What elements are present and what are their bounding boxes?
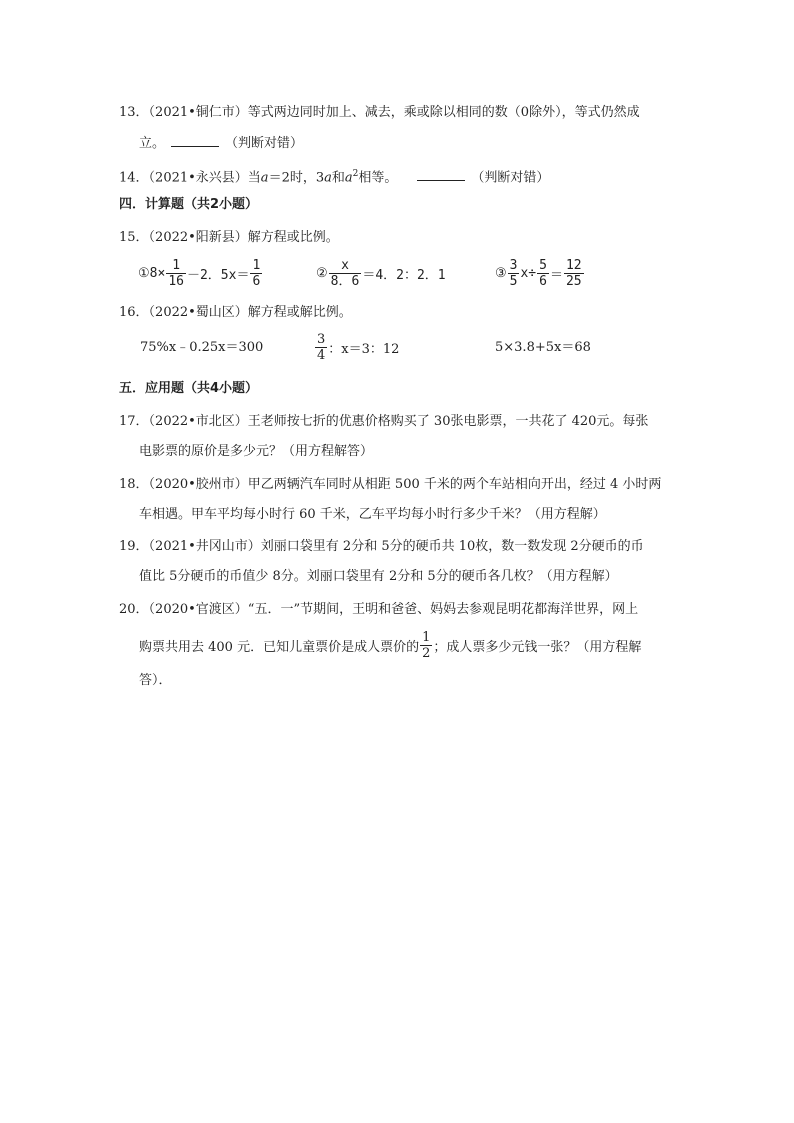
eq-text: ②: [316, 265, 328, 281]
eq-text: ①8×: [138, 265, 166, 281]
fraction: [564, 258, 584, 289]
q20-text: 购票共用去 400 元．已知儿童票价是成人票价的: [139, 639, 420, 655]
question-19-line-1: 19．（2021•井冈山市）刘丽口袋里有 2分和 5分的硬币共 10枚，数一数发现 2分硬币的币: [119, 539, 644, 554]
question-20-line-2: [139, 626, 641, 664]
question-18-line-2: 车相遇。甲车平均每小时行 60 千米，乙车平均每小时行多少千米？（用方程解）: [139, 507, 606, 522]
numerator: 1: [172, 257, 181, 273]
eq-text: ＝: [549, 267, 563, 283]
section-heading-application: 五．应用题（共4小题）: [119, 381, 259, 396]
fraction: [329, 258, 362, 289]
question-14-text: 14．（2021•永兴县）当: [119, 170, 261, 186]
denominator: 8．6: [330, 273, 360, 289]
question-13-line-1: 13．（2021•铜仁市）等式两边同时加上、减去，乘或除以相同的数（0除外），等式仍然成: [119, 105, 640, 120]
question-20-line-1: 20．（2020•官渡区）“五．一”节期间，王明和爸爸、妈妈去参观昆明花都海洋世界，网上: [119, 602, 639, 617]
var-a: a: [260, 170, 269, 186]
question-14-hint: （判断对错）: [471, 170, 550, 186]
answer-blank-13[interactable]: [171, 134, 219, 147]
question-15-equation-1: [138, 256, 263, 290]
question-15-equation-2: [316, 256, 446, 290]
question-16-equation-3: 5×3.8+5x＝68: [495, 340, 591, 355]
question-13-line-2: [139, 134, 303, 153]
numerator: x: [341, 257, 349, 273]
question-15-stem: 15．（2022•阳新县）解方程或比例。: [119, 230, 339, 245]
question-17-line-1: 17．（2022•市北区）王老师按七折的优惠价格购买了 30张电影票，一共花了 420元。每张: [119, 414, 649, 429]
eq-text: ③: [495, 265, 507, 281]
denominator: 6: [539, 273, 547, 289]
var-a: a: [344, 170, 353, 186]
denominator: 16: [168, 273, 184, 289]
question-17-line-2: 电影票的原价是多少元？（用方程解答）: [139, 444, 374, 459]
denominator: 4: [317, 347, 326, 363]
numerator: 12: [565, 257, 582, 273]
question-16-equation-2: [314, 330, 399, 364]
denominator: 25: [565, 273, 582, 289]
exponent: 2: [352, 169, 359, 179]
eq-text: －2．5x＝: [186, 267, 250, 283]
eq-text: ：x＝3：12: [328, 341, 400, 357]
answer-blank-14[interactable]: [417, 168, 465, 181]
fraction: [166, 258, 186, 289]
fraction: [315, 332, 327, 363]
numerator: 1: [422, 629, 431, 645]
numerator: 1: [252, 257, 261, 273]
numerator: 3: [509, 257, 518, 273]
question-13-text: 立。: [139, 136, 166, 151]
question-16-equation-1: 75%x﹣0.25x＝300: [140, 340, 264, 355]
question-20-line-3: 答）．: [139, 673, 172, 688]
denominator: 5: [509, 273, 518, 289]
var-a: a: [324, 170, 332, 186]
denominator: 6: [252, 273, 261, 289]
fraction: [537, 258, 549, 289]
fraction: [420, 630, 432, 661]
question-18-line-1: 18．（2020•胶州市）甲乙两辆汽车同时从相距 500 千米的两个车站相向开出，经过 4 小时两: [119, 477, 662, 492]
question-14-text: ＝2时，3: [268, 170, 325, 186]
denominator: 2: [422, 645, 431, 661]
question-19-line-2: 值比 5分硬币的币值少 8分。刘丽口袋里有 2分和 5分的硬币各几枚？（用方程解）: [139, 569, 618, 584]
fraction: [250, 258, 262, 289]
fraction: [508, 258, 520, 289]
question-16-stem: 16．（2022•蜀山区）解方程或解比例。: [119, 305, 352, 320]
q20-text: ；成人票多少元钱一张？（用方程解: [433, 639, 642, 655]
eq-text: x÷: [520, 265, 537, 281]
question-14-text: 相等。: [358, 170, 398, 186]
question-15-equation-3: [495, 256, 585, 290]
numerator: 5: [539, 257, 547, 273]
question-13-hint: （判断对错）: [225, 136, 304, 151]
section-heading-calculation: 四．计算题（共2小题）: [119, 197, 259, 212]
question-14: [119, 165, 549, 187]
numerator: 3: [317, 331, 326, 347]
question-14-text: 和: [331, 170, 345, 186]
eq-text: ＝4．2：2．1: [362, 267, 446, 283]
